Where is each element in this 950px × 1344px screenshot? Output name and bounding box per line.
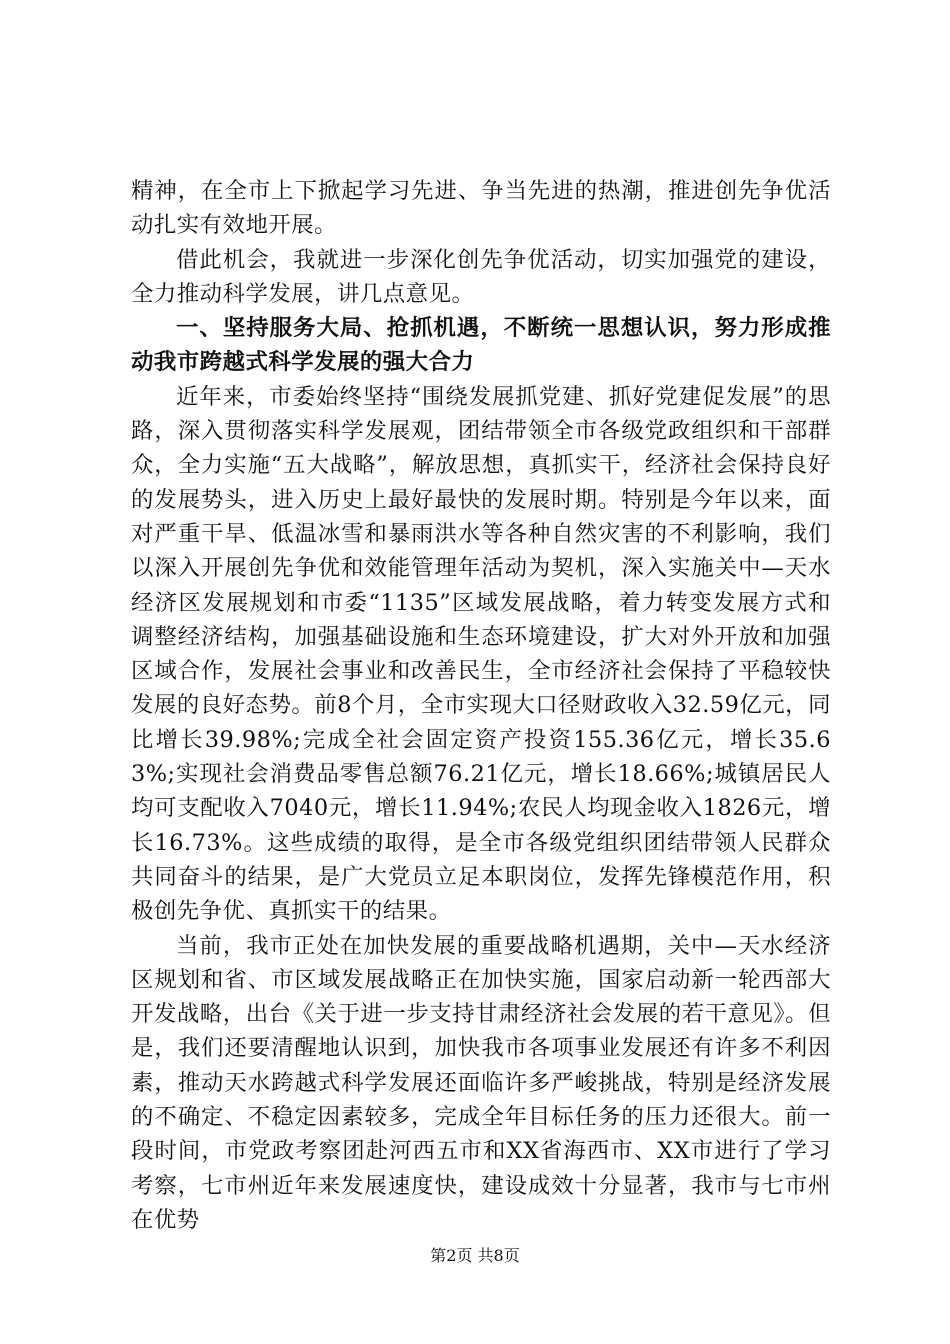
section-heading: 一、坚持服务大局、抢抓机遇，不断统一思想认识，努力形成推动我市跨越式科学发展的强大合力 [131, 315, 831, 376]
page-footer: 第2页 共8页 [430, 1246, 520, 1265]
document-body [131, 174, 831, 1237]
paragraph-current-situation: 当前，我市正处在加快发展的重要战略机遇期，关中—天水经济区规划和省、市区域发展战略正在加快实施，国家启动新一轮西部大开发战略，出台《关于进一步支持甘肃经济社会发展的若干意见》。但是，我们还要清醒地认识到，加快我市各项事业发展还有许多不利因素，推动天水跨越式科学发展还面临许多严峻挑战，特别是经济发展的不确定、不稳定因素较多，完成全年目标任务的压力还很大。前一段时间，市党政考察团赴河西五市和XX省海西市、XX市进行了学习考察，七市州近年来发展速度快，建设成效十分显著，我市与七市州在优势 [131, 932, 831, 1233]
paragraph-intro: 借此机会，我就进一步深化创先争优活动，切实加强党的建设，全力推动科学发展，讲几点意见。 [131, 246, 831, 307]
paragraph-continuation: 精神，在全市上下掀起学习先进、争当先进的热潮，推进创先争优活动扎实有效地开展。 [131, 178, 831, 239]
paragraph-achievements: 近年来，市委始终坚持“围绕发展抓党建、抓好党建促发展”的思路，深入贯彻落实科学发展观，团结带领全市各级党政组织和干部群众，全力实施“五大战略”，解放思想，真抓实干，经济社会保持良好的发展势头，进入历史上最好最快的发展时期。特别是今年以来，面对严重干旱、低温冰雪和暴雨洪水等各种自然灾害的不利影响，我们以深入开展创先争优和效能管理年活动为契机，深入实施关中—天水经济区发展规划和市委“1135”区域发展战略，着力转变发展方式和调整经济结构，加强基础设施和生态环境建设，扩大对外开放和加强区域合作，发展社会事业和改善民生，全市经济社会保持了平稳较快发展的良好态势。前8个月，全市实现大口径财政收入32.59亿元，同比增长39.98%;完成全社会固定资产投资155.36亿元，增长35.63%;实现社会消费品零售总额76.21亿元，增长18.66%;城镇居民人均可支配收入7040元，增长11.94%;农民人均现金收入1826元，增长16.73%。这些成绩的取得，是全市各级党组织团结带领人民群众共同奋斗的结果，是广大党员立足本职岗位，发挥先锋模范作用，积极创先争优、真抓实干的结果。 [131, 383, 831, 925]
